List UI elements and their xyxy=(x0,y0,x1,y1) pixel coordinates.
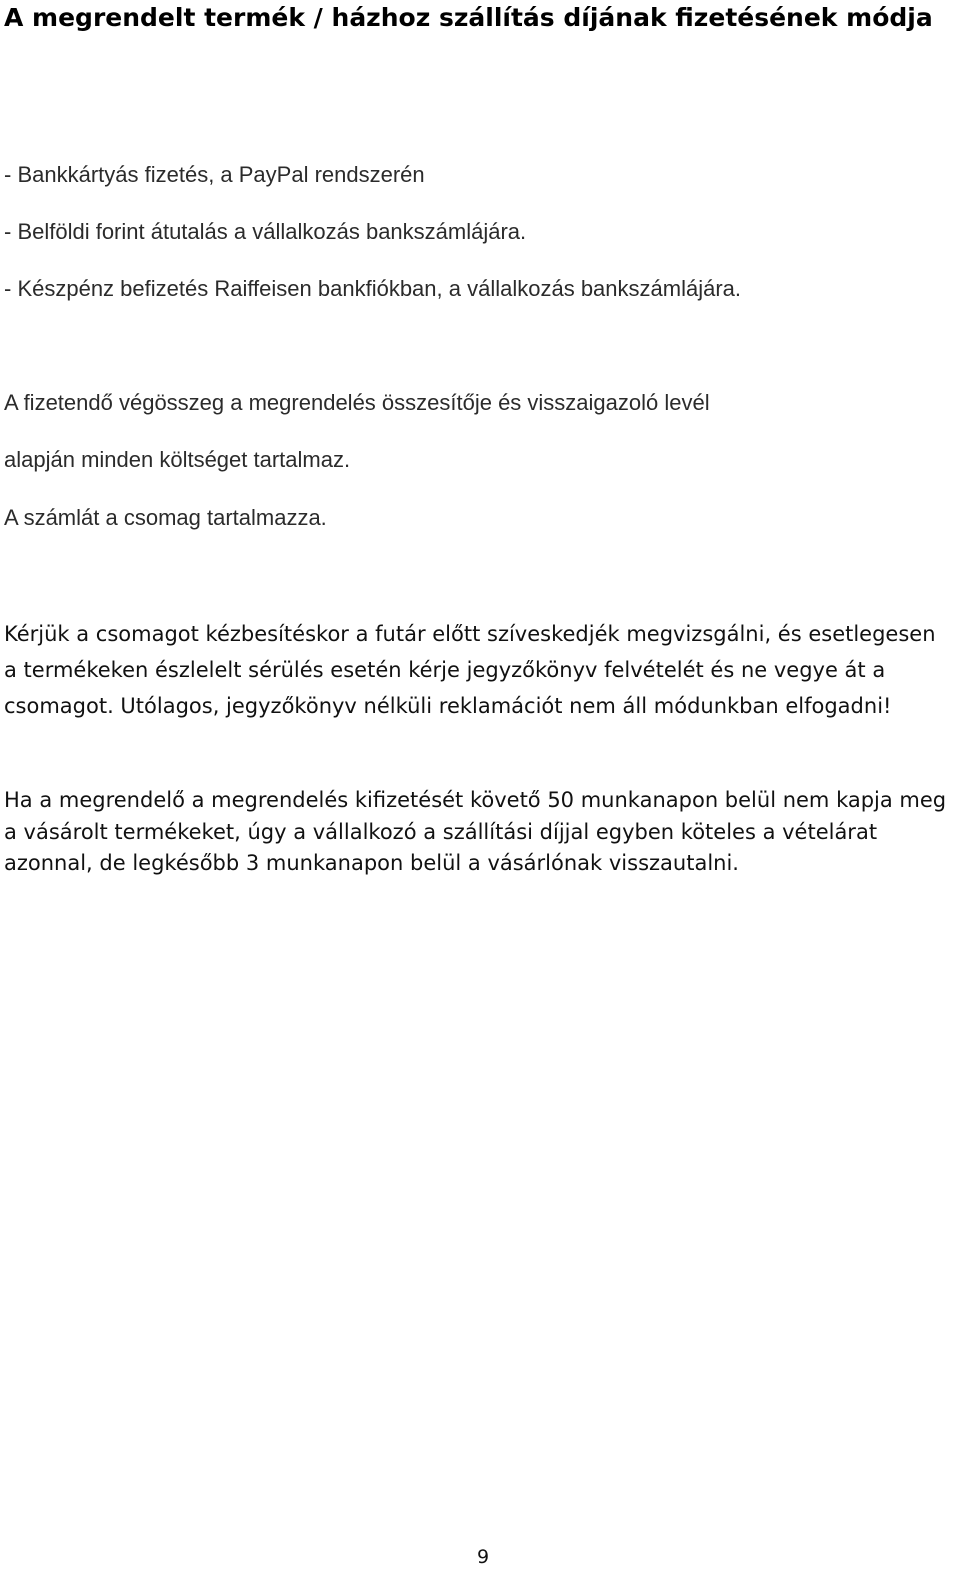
refund-paragraph: Ha a megrendelő a megrendelés kifizetését követő 50 munkanapon belül nem kapja meg a vásárolt termékeket, úgy a vállalkozó a szállítási díjjal egyben köteles a vételárat azonnal, de legkésőbb 3 munkanapon belül a vásárlónak visszautalni. xyxy=(4,788,947,875)
payment-method-transfer: - Belföldi forint átutalás a vállalkozás bankszámlájára. xyxy=(4,219,527,244)
invoice-note: A számlát a csomag tartalmazza. xyxy=(4,505,327,530)
total-note-line2: alapján minden költséget tartalmaz. xyxy=(4,447,351,472)
inspection-paragraph: Kérjük a csomagot kézbesítéskor a futár előtt szíveskedjék megvizsgálni, és esetlegesen a termékeken észlelelt sérülés esetén kérje jegyzőkönyv felvételét és ne vegye át a csomagot. Utólagos, jegyzőkönyv nélküli reklamációt nem áll módunkban elfogadni! xyxy=(4,622,936,718)
page-number: 9 xyxy=(476,1546,490,1568)
payment-method-card: - Bankkártyás fizetés, a PayPal rendszerén xyxy=(4,162,425,187)
payment-method-cash: - Készpénz befizetés Raiffeisen bankfiókban, a vállalkozás bankszámlájára. xyxy=(4,276,741,301)
total-note-line1: A fizetendő végösszeg a megrendelés összesítője és visszaigazoló levél xyxy=(4,390,710,415)
page-title: A megrendelt termék / házhoz szállítás díjának fizetésének módja xyxy=(4,3,933,32)
